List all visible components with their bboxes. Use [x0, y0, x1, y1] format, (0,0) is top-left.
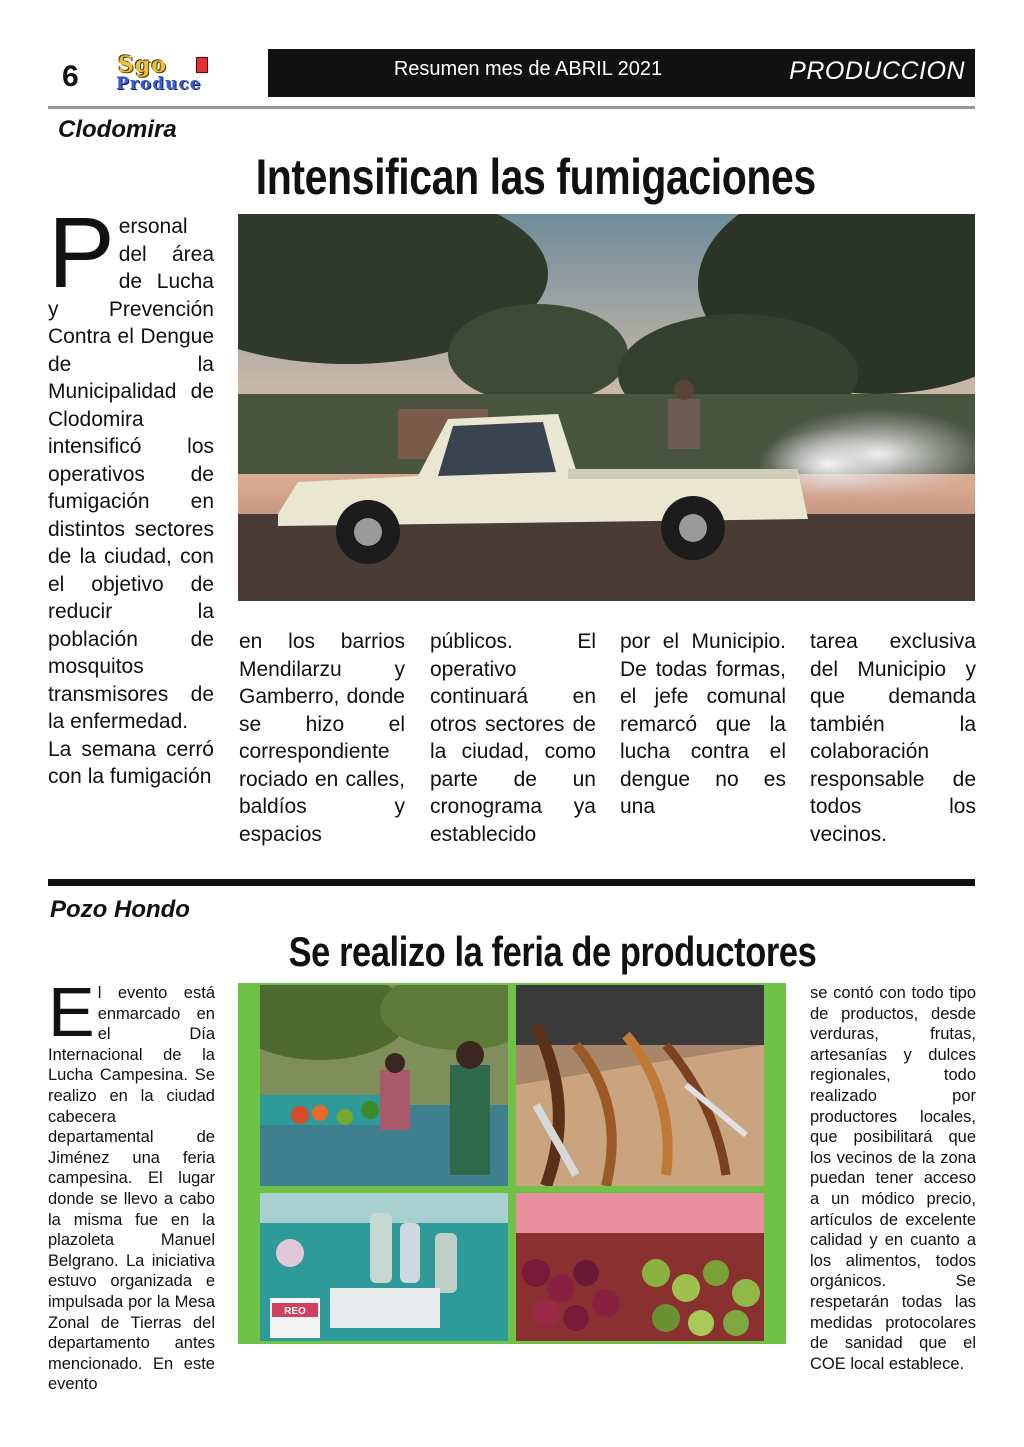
- vegetable-stall-photo: [260, 985, 508, 1186]
- article1-dropcap: P: [48, 197, 115, 309]
- article1-col1-text: ersonal del área de Lucha y Prevención Contra el Dengue de la Municipalidad de Clodomira intensificó los operativos de fumigación en distintos sectores de la ciudad, con el objetivo de reducir la población de mosquitos transmisores de la enfermedad.: [48, 215, 214, 733]
- flag-icon: [196, 57, 208, 73]
- issue-label: Resumen mes de ABRIL 2021: [393, 58, 663, 80]
- publication-logo: [104, 52, 264, 96]
- article1-column3: públicos. El operativo continuará en otros sectores de la ciudad, como parte de un cronograma ya establecido: [430, 630, 596, 846]
- leather-crafts-photo: [516, 985, 764, 1186]
- article1-column4: por el Municipio. De todas formas, el jefe comunal remarcó que la lucha contra el dengue no es una: [620, 630, 786, 818]
- article1-col1-text2: La semana cerró con la fumigación: [48, 737, 214, 788]
- article1-column2: en los barrios Mendilarzu y Gamberro, donde se hizo el correspondiente rociado en calles, baldíos y espacios: [239, 630, 405, 846]
- article2-column1: [48, 973, 215, 1395]
- fair-photo-collage: [238, 983, 786, 1344]
- article1-column1: [48, 197, 214, 791]
- jars-products-photo: [260, 1193, 508, 1341]
- article2-title: Se realizo la feria de productores: [288, 928, 817, 975]
- product-label: REO: [284, 1306, 306, 1317]
- article2-col1-text: l evento está enmarcado en el Día Internacional de la Lucha Campesina. Se realizo en la ciudad cabecera departamental de Jiménez una feria campesina. El lugar donde se llevo a cabo la misma fue en la plazoleta Manuel Belgrano. La iniciativa estuvo organizada e impulsada por la Mesa Zonal de Tierras del departamento antes mencionado. En este evento: [48, 984, 215, 1394]
- logo-line1: Sgo: [118, 52, 167, 78]
- article1-column5: tarea exclusiva del Municipio y que demanda también la colaboración responsable de todos los vecinos.: [810, 630, 976, 846]
- fumigation-truck-photo: [238, 214, 975, 601]
- header-bar: [268, 49, 975, 97]
- logo-line2: Produce: [116, 74, 202, 94]
- section-label: PRODUCCION: [789, 57, 965, 85]
- article2-column2: se contó con todo tipo de productos, desde verduras, frutas, artesanías y dulces regionales, todo realizado por productores locales, que posibilitará que los vecinos de la zona puedan tener acceso a un módico precio, artículos de excelente calidad y en cuanto a los alimentos, todos orgánicos. Se respetarán todas las medidas protocolares de sanidad que el COE local establece.: [810, 984, 976, 1373]
- article1-location: Clodomira: [58, 116, 177, 143]
- header-rule: [48, 106, 975, 109]
- beets-tomatoes-photo: [516, 1193, 764, 1341]
- article1-title: Intensifican las fumigaciones: [255, 149, 816, 205]
- page-number: 6: [62, 60, 79, 93]
- article2-dropcap: E: [48, 973, 95, 1051]
- article2-location: Pozo Hondo: [50, 896, 190, 923]
- fumigation-truck-image: [238, 214, 975, 601]
- section-divider: [48, 879, 975, 886]
